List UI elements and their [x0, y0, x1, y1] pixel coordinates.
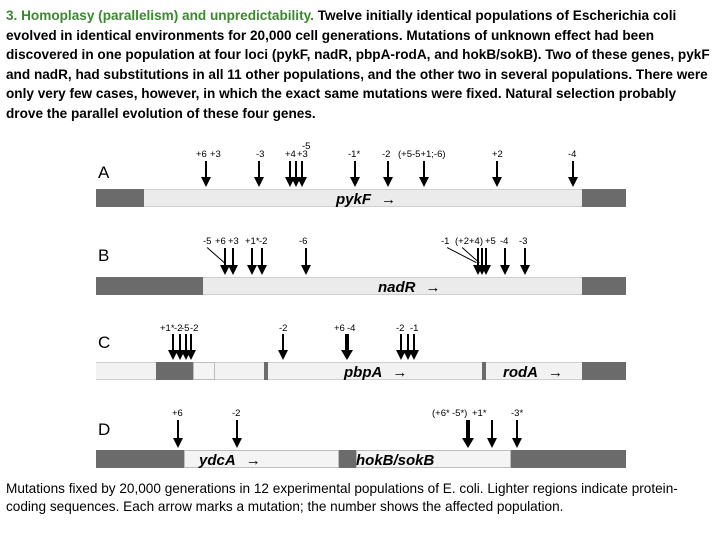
mutation-arrowhead — [257, 265, 267, 275]
mutation-label: -5 — [203, 236, 212, 247]
panel-b-letter: B — [98, 246, 110, 265]
mutation-label: +1* — [245, 236, 260, 247]
bottom-caption: Mutations fixed by 20,000 generations in 12 experimental populations of E. coli. Lighter regions indicate protein-coding sequences. Each arrow marks a mutation; the number shows the affected population. — [6, 481, 678, 514]
panel-c-noncoding-right — [582, 362, 626, 380]
mutation-label: +3 — [297, 149, 308, 160]
panel-d-noncoding-mid — [339, 450, 356, 468]
panel-c-noncoding-2 — [264, 362, 268, 380]
caption-text: Twelve initially identical populations of Escherichia coli evolved in identical environments for 20,000 cell generations. Mutations of unknown effect had been discovered in one population at four loci (pykF, nadR, pbpA-rodA, and hokB/sokB). Two of these genes, pykF and nadR, had substitutions in all 11 other populations, and the other two in several populations. There were only very few cases, however, in which the exact same mutations were fixed. Natural selection probably drove the parallel evolution of these four genes. — [6, 8, 710, 121]
mutation-label: +6 — [334, 323, 345, 334]
mutation-arrowhead — [409, 350, 419, 360]
mutation-arrow — [485, 248, 487, 266]
gene-name: nadR — [378, 279, 416, 296]
mutation-arrowhead — [396, 350, 406, 360]
panel-c-noncoding-1 — [156, 362, 193, 380]
mutation-label: +1* — [160, 323, 175, 334]
gene-name: pbpA — [344, 364, 383, 381]
mutation-arrow — [400, 334, 402, 351]
mutation-label: -2 — [174, 323, 183, 334]
mutation-label: -3* — [511, 408, 524, 419]
panel-b-track — [96, 277, 626, 295]
mutation-label: -5 — [302, 141, 311, 152]
mutation-arrow — [481, 248, 483, 266]
mutation-arrow — [423, 161, 425, 178]
mutation-arrowhead — [568, 177, 578, 187]
mutation-arrow — [496, 161, 498, 178]
gene-pykf-label — [336, 191, 396, 208]
mutation-label: +3 — [228, 236, 239, 247]
mutation-label: -6 — [299, 236, 308, 247]
mutation-arrow — [232, 248, 234, 266]
mutation-arrowhead — [492, 177, 502, 187]
mutation-label: +4 — [285, 149, 296, 160]
mutation-arrowhead — [297, 177, 307, 187]
mutation-arrow — [282, 334, 284, 351]
mutation-arrow — [466, 420, 470, 439]
mutation-arrowhead — [232, 438, 242, 448]
gene-roda-label — [503, 364, 563, 381]
mutation-arrow — [354, 161, 356, 178]
mutation-label: -1* — [348, 149, 361, 160]
mutation-arrow — [295, 161, 297, 178]
arrow-right-icon: → — [245, 452, 261, 469]
gene-name: pykF — [336, 191, 372, 208]
mutation-label: +6 — [172, 408, 183, 419]
mutation-arrow — [491, 420, 493, 439]
panel-a-noncoding-right — [582, 189, 626, 207]
mutation-label: -5 — [181, 323, 190, 334]
mutation-arrow — [205, 161, 207, 178]
gene-pbpa-label — [344, 364, 407, 381]
mutation-arrow — [305, 248, 307, 266]
panel-a-letter: A — [98, 163, 110, 182]
mutation-label: -3 — [519, 236, 528, 247]
mutation-arrow — [504, 248, 506, 266]
panel-b-noncoding-right — [582, 277, 626, 295]
mutation-label: (+5-5+1;-6) — [398, 149, 446, 160]
mutation-label: -2 — [382, 149, 391, 160]
mutation-label: -1 — [441, 236, 450, 247]
caption-title: 3. Homoplasy (parallelism) and unpredictability. — [6, 8, 314, 23]
mutation-arrowhead — [487, 438, 497, 448]
panel-c-noncoding-3 — [482, 362, 486, 380]
mutation-label: +3 — [210, 149, 221, 160]
mutation-arrow — [236, 420, 238, 439]
mutation-label: -4 — [500, 236, 509, 247]
panel-d-letter: D — [98, 420, 111, 439]
gene-name: hokB/sokB — [356, 452, 435, 469]
leader-line — [207, 247, 225, 263]
panel-c-letter: C — [98, 333, 111, 352]
mutation-label: +6 — [196, 149, 207, 160]
mutation-label: -2 — [396, 323, 405, 334]
gene-name: rodA — [503, 364, 538, 381]
mutation-arrow — [172, 334, 174, 351]
mutation-label: -2 — [190, 323, 199, 334]
gene-nadr-label — [378, 279, 441, 296]
mutation-arrowhead — [173, 438, 183, 448]
mutation-label: +6 — [215, 236, 226, 247]
mutation-arrow — [185, 334, 187, 351]
mutation-arrowhead — [500, 265, 510, 275]
arrow-right-icon: → — [548, 364, 563, 381]
mutation-arrowhead — [350, 177, 360, 187]
mutation-arrowhead — [383, 177, 393, 187]
mutation-label: (+2+4) — [455, 236, 483, 247]
mutation-arrow — [572, 161, 574, 178]
mutation-arrowhead — [254, 177, 264, 187]
mutation-arrow — [516, 420, 518, 439]
mutation-arrowhead — [228, 265, 238, 275]
mutation-label: -2 — [259, 236, 268, 247]
gene-ydca-label — [199, 452, 261, 469]
panel-d-noncoding-left — [96, 450, 184, 468]
mutation-label: +1* — [472, 408, 487, 419]
mutation-arrowhead — [186, 350, 196, 360]
mutation-arrowhead — [201, 177, 211, 187]
mutation-arrow — [289, 161, 291, 178]
mutation-arrowhead — [520, 265, 530, 275]
mutation-arrow — [387, 161, 389, 178]
arrow-right-icon: → — [392, 364, 408, 381]
arrow-right-icon: → — [381, 191, 397, 208]
mutation-arrowhead — [512, 438, 522, 448]
mutation-arrow — [345, 334, 349, 351]
mutation-arrow — [301, 161, 303, 178]
mutation-label: -5*) — [452, 408, 468, 419]
mutation-arrowhead — [278, 350, 288, 360]
mutation-label: -2 — [279, 323, 288, 334]
mutation-arrow — [190, 334, 192, 351]
mutation-arrow — [224, 248, 226, 266]
panel-d-noncoding-right — [511, 450, 626, 468]
mutation-arrowhead — [419, 177, 429, 187]
mutation-label: -1 — [410, 323, 419, 334]
mutation-arrow — [261, 248, 263, 266]
gene-name: ydcA — [199, 452, 236, 469]
mutation-label: +2 — [492, 149, 503, 160]
top-caption — [6, 6, 716, 124]
mutation-label: -2 — [232, 408, 241, 419]
mutation-label: -4 — [568, 149, 577, 160]
mutation-arrowhead — [481, 265, 491, 275]
mutation-arrowhead — [462, 438, 474, 448]
mutation-label: -3 — [256, 149, 265, 160]
panel-a-noncoding-left — [96, 189, 144, 207]
mutation-arrow — [413, 334, 415, 351]
mutation-arrow — [407, 334, 409, 351]
mutation-arrow — [177, 420, 179, 439]
mutation-arrow — [258, 161, 260, 178]
mutation-arrow — [251, 248, 253, 266]
panel-b-noncoding-left — [96, 277, 203, 295]
mutation-label: +5 — [485, 236, 496, 247]
mutation-arrowhead — [247, 265, 257, 275]
mutation-arrow — [524, 248, 526, 266]
mutation-arrowhead — [341, 350, 353, 360]
mutation-label: (+6* — [432, 408, 450, 419]
arrow-right-icon: → — [425, 279, 441, 296]
mutation-arrow — [179, 334, 181, 351]
mutation-label: -4 — [347, 323, 356, 334]
mutation-arrowhead — [301, 265, 311, 275]
panel-c-coding-small — [193, 362, 215, 380]
gene-hokb-sokb-label — [356, 452, 434, 469]
